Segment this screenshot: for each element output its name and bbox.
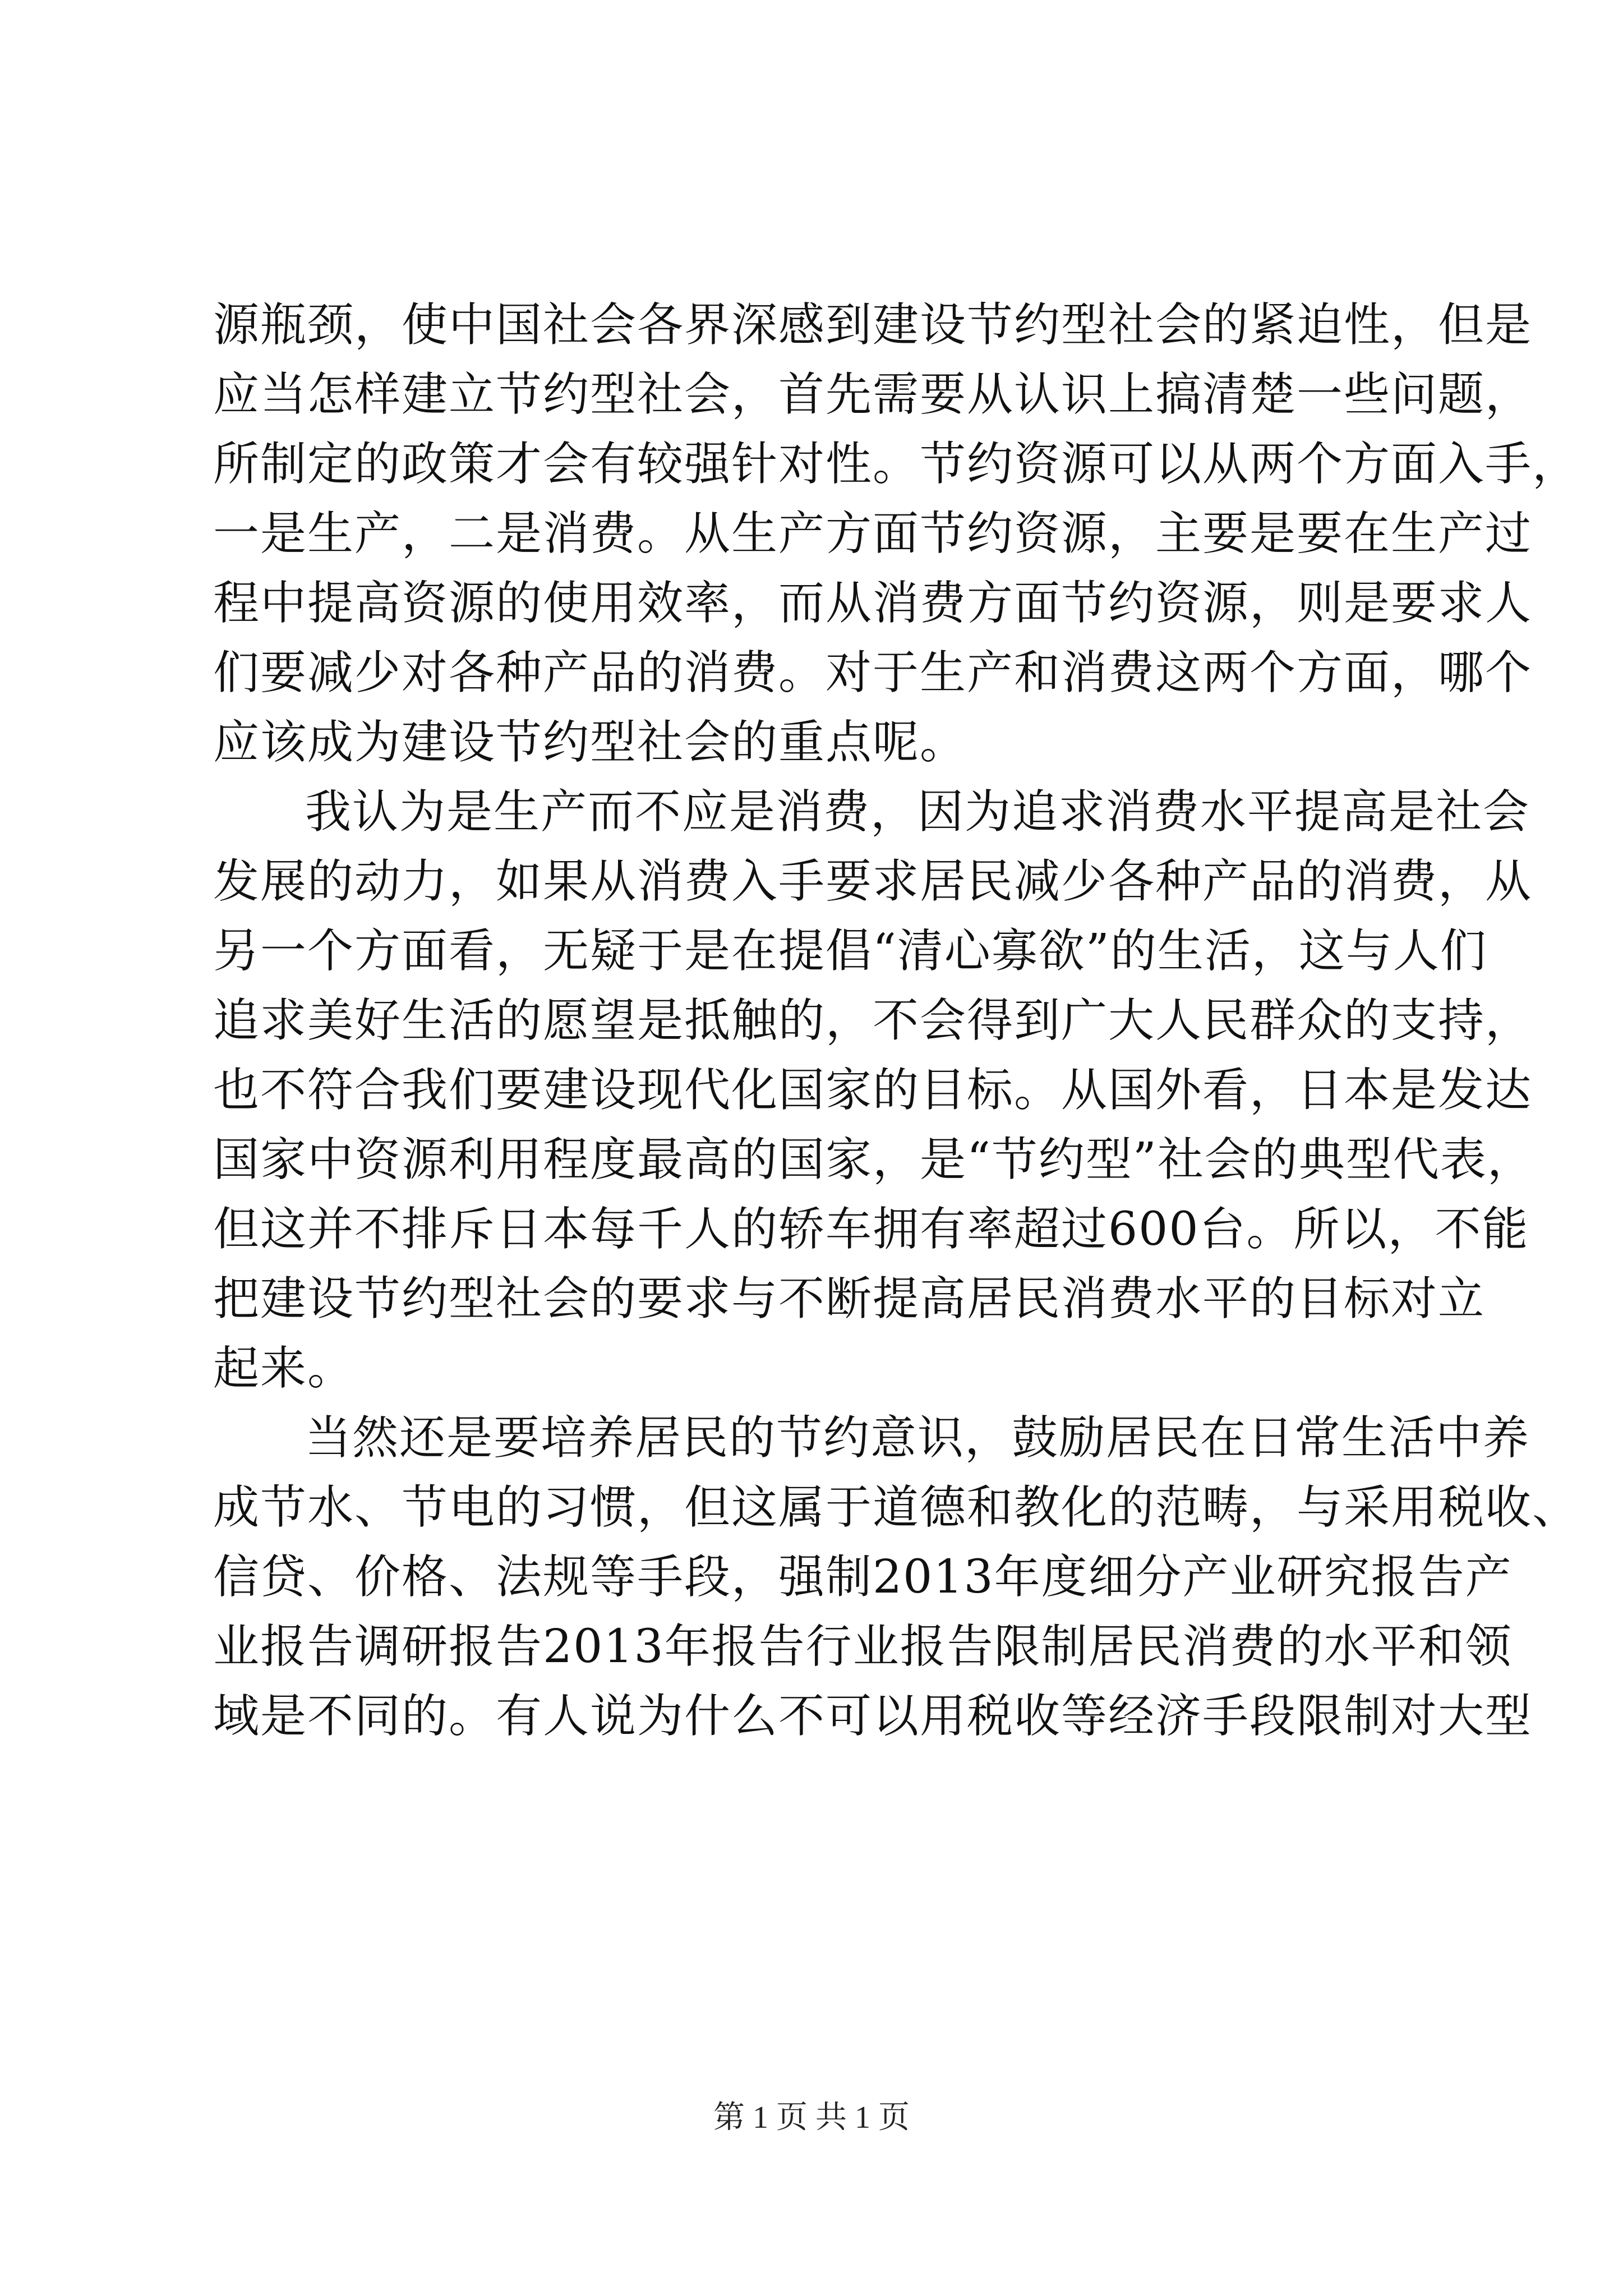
text-line: 业报告调研报告2013年报告行业报告限制居民消费的水平和领 — [213, 1620, 1513, 1673]
paragraph-first-line: 我认为是生产而不应是消费，因为追求消费水平提高是社会 — [305, 785, 1530, 839]
text-line: 源瓶颈，使中国社会各界深感到建设节约型社会的紧迫性，但是 — [213, 298, 1533, 352]
text-line: 信贷、价格、法规等手段，强制2013年度细分产业研究报告产 — [213, 1550, 1513, 1604]
text-line: 发展的动力，如果从消费入手要求居民减少各种产品的消费，从 — [213, 855, 1533, 908]
text-line: 追求美好生活的愿望是抵触的，不会得到广大人民群众的支持， — [213, 994, 1533, 1047]
text-line: 但这并不排斥日本每千人的轿车拥有率超过600台。所以，不能 — [213, 1203, 1529, 1256]
paragraph-first-line: 当然还是要培养居民的节约意识，鼓励居民在日常生活中养 — [305, 1411, 1530, 1465]
text-line: 一是生产，二是消费。从生产方面节约资源，主要是要在生产过 — [213, 507, 1533, 560]
body-text — [213, 291, 1580, 1751]
page-number-footer: 第 1 页 共 1 页 — [713, 2100, 910, 2135]
text-line: 所制定的政策才会有较强针对性。节约资源可以从两个方面入手， — [213, 438, 1580, 491]
text-line: 把建设节约型社会的要求与不断提高居民消费水平的目标对立 — [213, 1272, 1486, 1326]
text-line: 们要减少对各种产品的消费。对于生产和消费这两个方面，哪个 — [213, 646, 1533, 700]
text-line: 应当怎样建立节约型社会，首先需要从认识上搞清楚一些问题， — [213, 368, 1533, 421]
text-line: 另一个方面看，无疑于是在提倡“清心寡欲”的生活，这与人们 — [213, 924, 1487, 978]
text-line: 应该成为建设节约型社会的重点呢。 — [213, 716, 967, 769]
text-line: 国家中资源利用程度最高的国家，是“节约型”社会的典型代表， — [213, 1133, 1534, 1186]
text-line: 起来。 — [213, 1342, 355, 1395]
text-line: 成节水、节电的习惯，但这属于道德和教化的范畴，与采用税收、 — [213, 1481, 1580, 1534]
text-line: 程中提高资源的使用效率，而从消费方面节约资源，则是要求人 — [213, 577, 1533, 630]
text-line: 域是不同的。有人说为什么不可以用税收等经济手段限制对大型 — [213, 1690, 1533, 1743]
text-line: 也不符合我们要建设现代化国家的目标。从国外看，日本是发达 — [213, 1064, 1533, 1117]
